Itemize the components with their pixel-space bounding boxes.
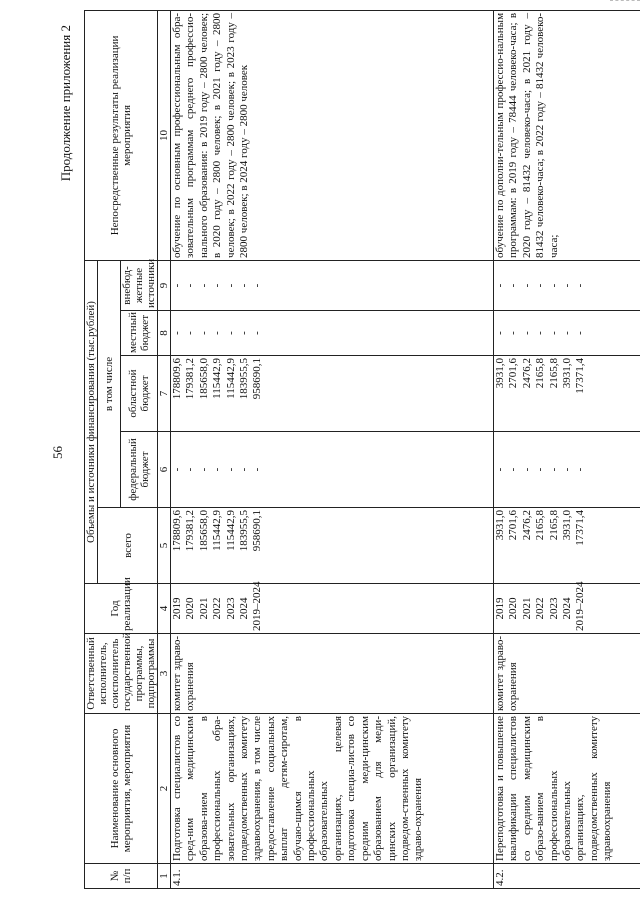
amount-value: 2165,8	[534, 358, 547, 389]
amount-value: 185658,0	[197, 510, 210, 552]
total-funding-list	[171, 508, 494, 584]
header-federal: федеральный бюджет	[121, 432, 158, 508]
amount-value: -	[534, 331, 547, 335]
amount-value: -	[507, 467, 520, 472]
amount-value: -	[197, 467, 210, 472]
table-row	[171, 10, 494, 888]
federal-funding-list	[494, 432, 640, 508]
results-text: обучение по основным профессиональным обра-зовательным программам среднего профессио-нального образования: в 2019 году – 2800 человек; в 2020 году – 2800 человек; в 2021 году – 2800 человек; в 2022 году – 2800 человек; в 2023 году – 2800 человек; в 2024 году – 2800 человек	[171, 10, 494, 260]
column-number: 3	[158, 634, 171, 714]
header-responsible: Ответственный исполнитель, соисполнитель государственной программы, подпрограммы	[85, 634, 158, 714]
column-number: 8	[158, 311, 171, 356]
column-number: 5	[158, 508, 171, 584]
amount-value: -	[211, 283, 224, 288]
amount-value: -	[574, 283, 587, 288]
year-value: 2021	[197, 597, 210, 620]
amount-value: -	[547, 331, 560, 335]
amount-value: 2165,8	[534, 510, 547, 541]
header-funding: Объемы и источники финансирования (тыс.рублей)	[85, 260, 98, 583]
amount-value: -	[224, 283, 237, 288]
amount-value: -	[520, 467, 533, 472]
regional-funding-list	[494, 356, 640, 432]
amount-value: 3931,0	[494, 510, 506, 541]
header-year: Год реализации	[85, 584, 158, 634]
program-table	[84, 10, 640, 889]
amount-value: 178809,6	[171, 358, 183, 400]
column-number-row	[158, 10, 171, 888]
amount-value: -	[547, 467, 560, 472]
amount-value: -	[520, 331, 533, 335]
amount-value: 3931,0	[494, 358, 506, 389]
amount-value: -	[251, 331, 264, 335]
responsible-executor: комитет здраво-охранения	[494, 634, 640, 714]
amount-value: 958690,1	[251, 358, 264, 400]
amount-value: -	[224, 467, 237, 472]
year-value: 2023	[224, 597, 237, 620]
regional-funding-list	[171, 356, 494, 432]
table-row	[494, 10, 640, 888]
amount-value: -	[171, 331, 183, 335]
amount-value: 2476,2	[520, 358, 533, 389]
year-list	[171, 581, 494, 634]
amount-value: -	[211, 331, 224, 335]
amount-value: 2165,8	[547, 358, 560, 389]
column-number: 1	[158, 864, 171, 889]
amount-value: -	[251, 467, 264, 472]
year-value: 2019–2024	[251, 581, 264, 631]
year-value: 2024	[238, 597, 251, 620]
amount-value: -	[184, 467, 197, 472]
total-funding-list	[494, 508, 640, 584]
year-list	[494, 581, 640, 634]
amount-value: 183955,5	[238, 510, 251, 552]
amount-value: -	[211, 467, 224, 472]
amount-value: 2701,6	[507, 510, 520, 541]
amount-value: -	[494, 331, 506, 335]
amount-value: -	[534, 467, 547, 472]
amount-value: 17371,4	[574, 358, 587, 394]
year-value: 2022	[211, 597, 224, 620]
amount-value: -	[184, 283, 197, 288]
amount-value: -	[238, 467, 251, 472]
amount-value: 183955,5	[238, 358, 251, 400]
activity-name: Переподготовка и повышение квалификации специалистов со средним медицинским образо-ванием в профессиональных образовательных организациях, подведомственных комитету здравоохранения	[494, 714, 640, 864]
amount-value: -	[238, 283, 251, 288]
amount-value: -	[224, 331, 237, 335]
year-value: 2019	[494, 597, 506, 620]
amount-value: -	[184, 331, 197, 335]
header-including: в том числе	[98, 260, 121, 507]
year-value: 2021	[520, 597, 533, 620]
amount-value: -	[561, 467, 574, 472]
amount-value: -	[574, 467, 587, 472]
results-text: обучение по дополни-тельным профессио-нальным программам: в 2019 году – 78444 человеко-часа; в 2020 году – 81432 человеко-часа; в 2021 году – 81432 человеко-часа; в 2022 году – 81432 человеко-часа;	[494, 10, 640, 260]
amount-value: 178809,6	[171, 510, 183, 552]
amount-value: -	[574, 331, 587, 335]
amount-value: -	[251, 283, 264, 288]
responsible-executor: комитет здраво-охранения	[171, 634, 494, 714]
row-number: 4.2.	[494, 864, 640, 889]
amount-value: 3931,0	[561, 510, 574, 541]
header-offbudget: внебюд-жетные источники	[121, 260, 158, 310]
amount-value: -	[507, 283, 520, 288]
amount-value: 115442,9	[224, 510, 237, 551]
amount-value: -	[561, 283, 574, 288]
amount-value: 179381,2	[184, 358, 197, 400]
offbudget-funding-list	[494, 260, 640, 310]
amount-value: 2476,2	[520, 510, 533, 541]
amount-value: 185658,0	[197, 358, 210, 400]
amount-value: -	[520, 283, 533, 288]
column-number: 6	[158, 432, 171, 508]
amount-value: -	[197, 283, 210, 288]
amount-value: 17371,4	[574, 510, 587, 546]
column-number: 7	[158, 356, 171, 432]
amount-value: 115442,9	[211, 358, 224, 399]
header-num: № п/п	[85, 864, 158, 889]
amount-value: 179381,2	[184, 510, 197, 552]
column-number: 4	[158, 584, 171, 634]
continuation-title: Продолжение приложения 2	[58, 25, 73, 182]
offbudget-funding-list	[171, 260, 494, 310]
year-value: 2023	[547, 597, 560, 620]
activity-name: Подготовка специалистов со сред-ним медицинским образова-нием в профессиональных обра-зовательных организациях, подведомственных комитету здравоохранения, в том числе предоставление социальных выплат детям-сиротам, обучаю-щимся в профессиональных образовательных организациях, целевая подготовка специа-листов со средним меди-цинским образованием для меди-цинских организаций, подведом-ственных комитету здраво-охранения	[171, 714, 494, 864]
amount-value: -	[171, 467, 183, 472]
amount-value: 3931,0	[561, 358, 574, 389]
amount-value: 2701,6	[507, 358, 520, 389]
amount-value: -	[494, 283, 506, 288]
year-value: 2020	[184, 597, 197, 620]
header-regional: областной бюджет	[121, 356, 158, 432]
year-value: 2020	[507, 597, 520, 620]
local-funding-list	[494, 311, 640, 356]
amount-value: -	[171, 283, 183, 288]
year-value: 2024	[561, 597, 574, 620]
column-number: 2	[158, 714, 171, 864]
amount-value: 115442,9	[224, 358, 237, 399]
header-total: всего	[98, 508, 158, 584]
amount-value: 115442,9	[211, 510, 224, 551]
header-results: Непосредственные результаты реализации мероприятия	[85, 10, 158, 260]
header-local: местный бюджет	[121, 311, 158, 356]
amount-value: -	[534, 283, 547, 288]
row-number: 4.1.	[171, 864, 494, 889]
header-name: Наименование основного мероприятия, мероприятия	[85, 714, 158, 864]
year-value: 2022	[534, 597, 547, 620]
amount-value: -	[547, 283, 560, 288]
column-number: 10	[158, 10, 171, 260]
year-value: 2019–2024	[574, 581, 587, 631]
column-number: 9	[158, 260, 171, 310]
page-number: 56	[50, 446, 65, 459]
amount-value: 958690,1	[251, 510, 264, 552]
local-funding-list	[171, 311, 494, 356]
amount-value: -	[197, 331, 210, 335]
federal-funding-list	[171, 432, 494, 508]
amount-value: -	[238, 331, 251, 335]
amount-value: -	[507, 331, 520, 335]
amount-value: -	[561, 331, 574, 335]
year-value: 2019	[171, 597, 183, 620]
amount-value: -	[494, 467, 506, 472]
amount-value: 2165,8	[547, 510, 560, 541]
